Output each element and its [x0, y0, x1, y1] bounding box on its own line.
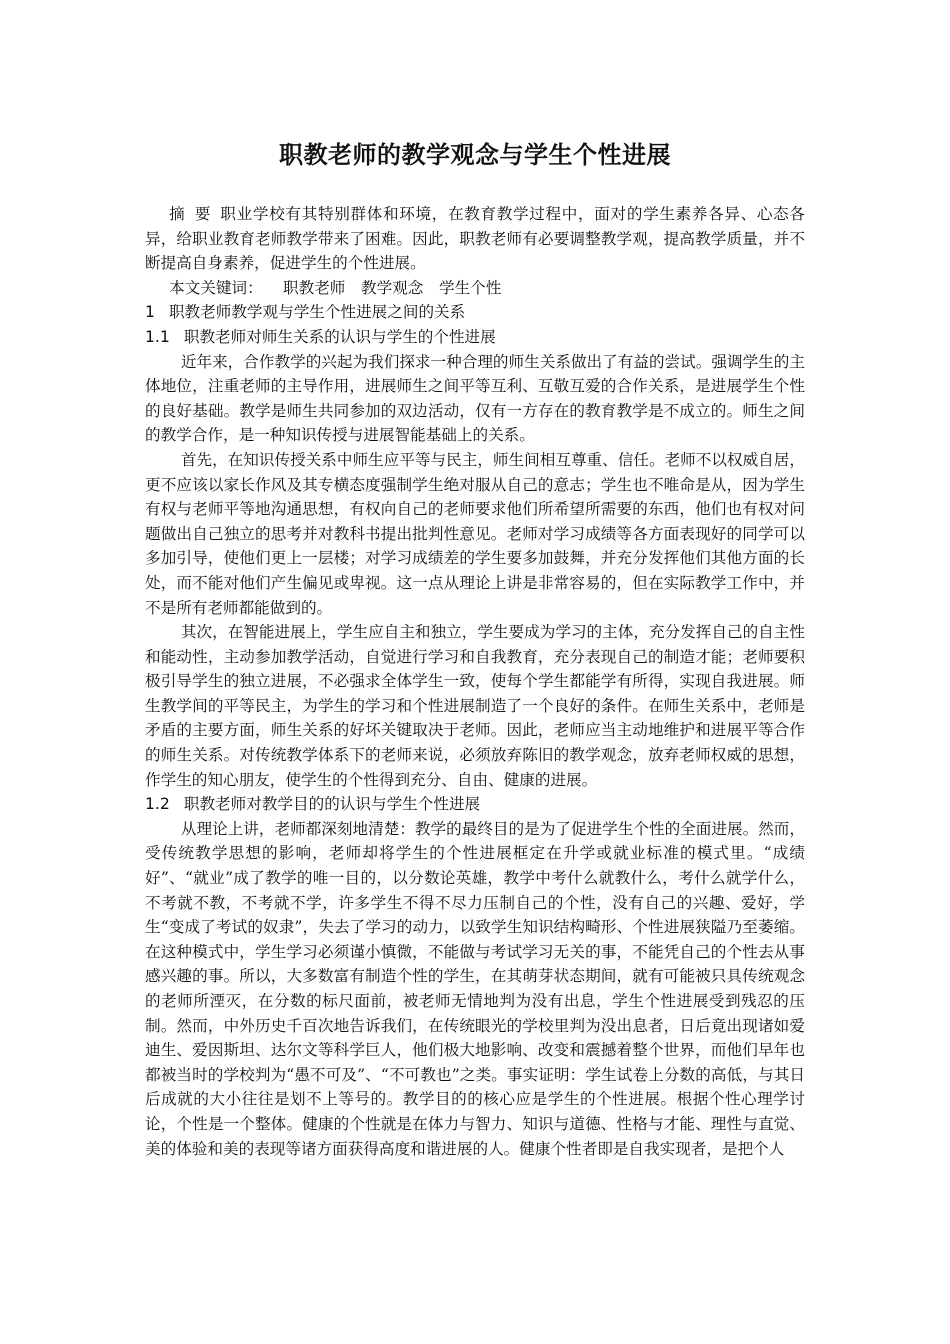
document-body [145, 202, 805, 1161]
abstract-text: 职业学校有其特别群体和环境，在教育教学过程中，面对的学生素养各异、心态各异，给职业教育老师教学带来了困难。因此，职教老师有必要调整教学观，提高教学质量，并不断提高自身素养，促进学生的个性进展。 [145, 205, 805, 273]
keyword: 教学观念 [361, 278, 424, 297]
section-title: 职教老师教学观与学生个性进展之间的关系 [168, 303, 466, 322]
keywords-label: 本文关键词： [169, 278, 263, 297]
keyword: 学生个性 [438, 278, 502, 297]
section-heading-1-1 [145, 325, 805, 350]
body-paragraph: 从理论上讲，老师都深刻地清楚：教学的最终目的是为了促进学生个性的全面进展。然而，受传统教学思想的影响，老师却将学生的个性进展框定在升学或就业标准的模式里。“成绩好”、“就业”成了教学的唯一目的，以分数论英雄，教学中考什么就教什么，考什么就学什么，不考就不教，不考就不学，许多学生不得不尽力压制自己的个性，没有自己的兴趣、爱好，学生“变成了考试的奴隶”，失去了学习的动力，以致学生知识结构畸形、个性进展狭隘乃至萎缩。在这种模式中，学生学习必须谨小慎微，不能做与考试学习无关的事，不能凭自己的个性去从事感兴趣的事。所以，大多数富有制造个性的学生，在其萌芽状态期间，就有可能被只具传统观念的老师所湮灭，在分数的标尺面前，被老师无情地判为没有出息，学生个性进展受到残忍的压制。然而，中外历史千百次地告诉我们，在传统眼光的学校里判为没出息者，日后竟出现诸如爱迪生、爱因斯坦、达尔文等科学巨人，他们极大地影响、改变和震撼着整个世界，而他们早年也都被当时的学校判为“愚不可及”、“不可教也”之类。事实证明：学生试卷上分数的高低，与其日后成就的大小往往是划不上等号的。教学目的的核心应是学生的个性进展。根据个性心理学讨论，个性是一个整体。健康的个性就是在体力与智力、知识与道德、性格与才能、理性与直觉、美的体验和美的表现等诸方面获得高度和谐进展的人。健康个性者即是自我实现者，是把个人 [145, 819, 805, 1158]
section-heading-1-2 [145, 792, 805, 817]
body-paragraph: 近年来，合作教学的兴起为我们探求一种合理的师生关系做出了有益的尝试。强调学生的主体地位，注重老师的主导作用，进展师生之间平等互利、互敬互爱的合作关系，是进展学生个性的良好基础。教学是师生共同参加的双边活动，仅有一方存在的教育教学是不成立的。师生之间的教学合作，是一种知识传授与进展智能基础上的关系。 [145, 352, 805, 445]
keyword: 职教老师 [283, 278, 346, 297]
body-paragraph: 其次，在智能进展上，学生应自主和独立，学生要成为学习的主体，充分发挥自己的自主性和能动性，主动参加教学活动，自觉进行学习和自我教育，充分表现自己的制造才能；老师要积极引导学生的独立进展，不必强求全体学生一致，使每个学生都能学有所得，实现自我进展。师生教学间的平等民主，为学生的学习和个性进展制造了一个良好的条件。在师生关系中，老师是矛盾的主要方面，师生关系的好坏关键取决于老师。因此，老师应当主动地维护和进展平等合作的师生关系。对传统教学体系下的老师来说，必须放弃陈旧的教学观念，放弃老师权威的思想，作学生的知心朋友，使学生的个性得到充分、自由、健康的进展。 [145, 623, 805, 789]
body-paragraph: 首先，在知识传授关系中师生应平等与民主，师生间相互尊重、信任。老师不以权威自居，更不应该以家长作风及其专横态度强制学生绝对服从自己的意志；学生也不唯命是从，因为学生有权与老师平等地沟通思想，有权向自己的老师要求他们所希望所需要的东西，他们也有权对问题做出自己独立的思考并对教科书提出批判性意见。老师对学习成绩等各方面表现好的同学可以多加引导，使他们更上一层楼；对学习成绩差的学生要多加鼓舞，并充分发挥他们其他方面的长处，而不能对他们产生偏见或卑视。这一点从理论上讲是非常容易的，但在实际教学工作中，并不是所有老师都能做到的。 [145, 450, 805, 617]
abstract-label: 摘要 [169, 205, 221, 223]
section-number: 1.2 [145, 795, 170, 814]
keywords-line [145, 276, 805, 301]
section-title: 职教老师对师生关系的认识与学生的个性进展 [183, 327, 496, 346]
abstract-paragraph [145, 202, 805, 276]
section-number: 1 [145, 303, 155, 322]
section-number: 1.1 [145, 327, 170, 346]
document-title: 职教老师的教学观念与学生个性进展 [279, 140, 671, 169]
section-heading-1 [145, 300, 805, 325]
section-title: 职教老师对教学目的的认识与学生个性进展 [183, 795, 481, 814]
